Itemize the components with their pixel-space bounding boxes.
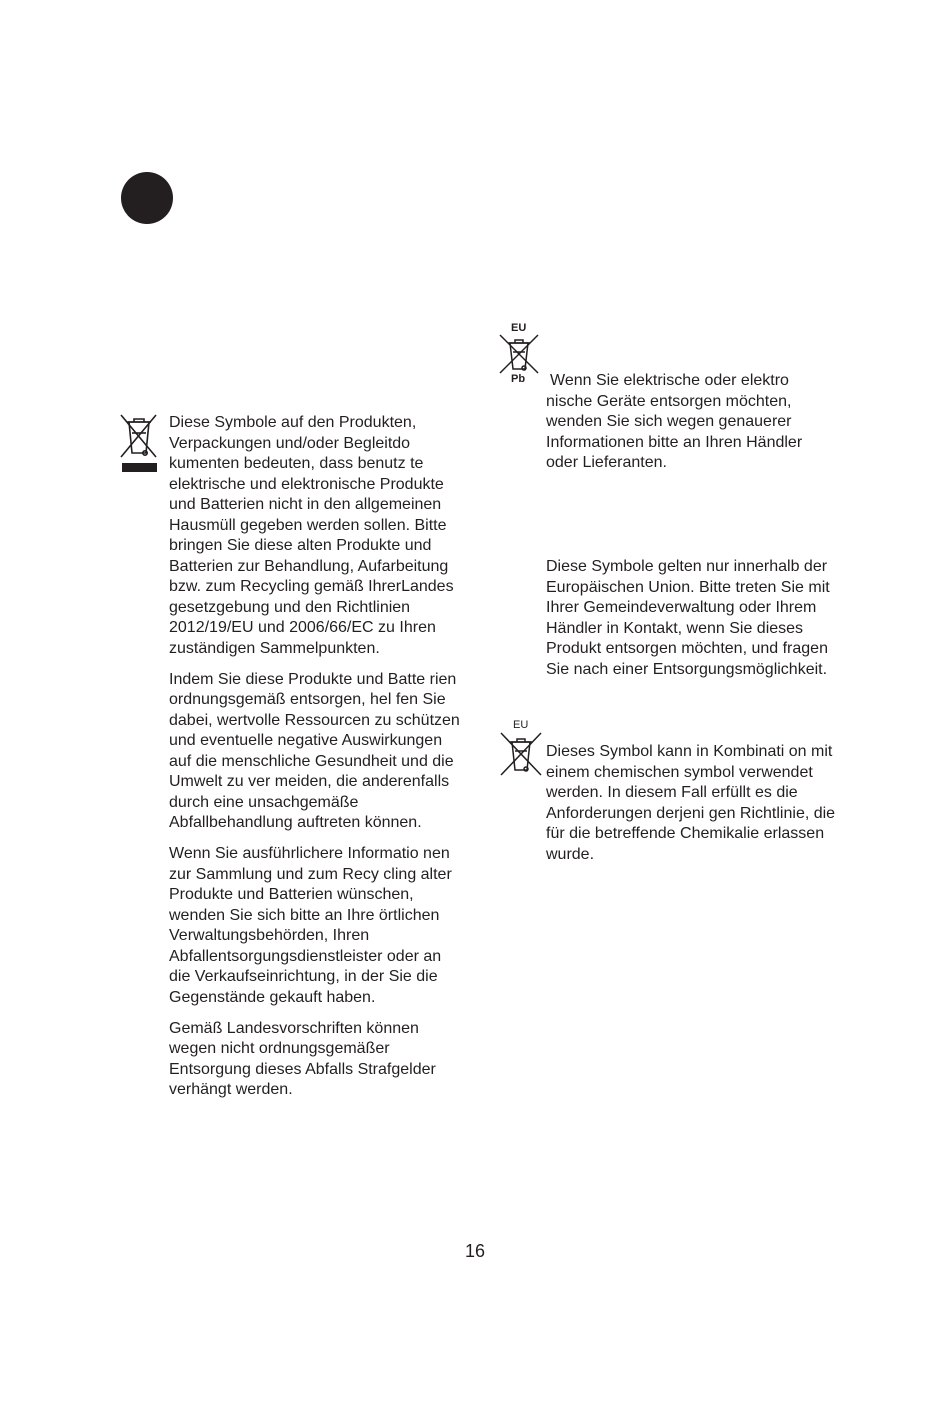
disposal-paragraph-penalties: Gemäß Landesvorschriften können wegen nicht ordnungsgemäßer Entsorgung dieses Abfalls Strafgelder verhängt werden.: [169, 1019, 436, 1098]
disposal-info-left-column: [169, 413, 461, 1101]
business-disposal-text: [546, 371, 836, 474]
eu-only-text: [546, 557, 836, 680]
disposal-paragraph-benefits: Indem Sie diese Produkte und Batte rien ordnungsgemäß entsorgen, hel fen Sie dabei, wertvolle Ressourcen zu schützen und eventuelle negative Auswirkungen auf die menschliche Gesundheit und die Umwelt zu ver meiden, die anderenfalls durch eine unsachgemäße Abfallbehandlung auftreten können.: [169, 670, 460, 831]
crossed-out-wheelie-bin-eu-pb-icon: [498, 333, 540, 375]
chemical-symbol-paragraph: Dieses Symbol kann in Kombinati on mit einem chemischen symbol verwendet werden. In diesem Fall erfüllt es die Anforderungen derjeni gen Richtlinie, die für die betreffende Chemikalie erlassen wurde.: [546, 743, 836, 863]
section-marker-dot: [121, 172, 173, 224]
eu-only-paragraph: Diese Symbole gelten nur innerhalb der Europäischen Union. Bitte treten Sie mit Ihrer Gemeindeverwaltung oder Ihrem Händler in Kontakt, wenn Sie dieses Produkt entsorgen möchten, und fragen Sie nach einer Entsorgungsmöglichkeit.: [546, 558, 830, 678]
disposal-paragraph-symbols: Diese Symbole auf den Produkten, Verpackungen und/oder Begleitdo kumenten bedeuten, dass benutz te elektrische und elektronische Produkte und Batterien nicht in den allgemeinen Hausmüll gegeben werden sollen. Bitte bringen Sie diese alten Produkte und Batterien zur Behandlung, Aufarbeitung bzw. zum Recycling gemäß IhrerLandes gesetzgebung und den Richtlinien 2012/19/EU und 2006/66/EC zu Ihren zuständigen Sammelpunkten.: [169, 414, 454, 657]
business-disposal-paragraph: Wenn Sie elektrische oder elektro nische Geräte entsorgen möchten, wenden Sie sich wegen genauerer Informationen bitte an Ihren Händler oder Lieferanten.: [546, 372, 803, 471]
disposal-paragraph-more-info: Wenn Sie ausführlichere Informatio nen zur Sammlung und zum Recy cling alter Produkte und Batterien wünschen, wenden Sie sich bitte an Ihre örtlichen Verwaltungsbehörden, Ihren Abfallentsorgungsdienstleister oder an die Verkaufseinrichtung, in der Sie die Gegenstände gekauft haben.: [169, 845, 452, 1006]
crossed-out-wheelie-bin-eu-icon: [499, 731, 543, 777]
eu-label: EU: [511, 322, 527, 334]
eu-label: EU: [513, 719, 529, 731]
chemical-symbol-text: [546, 742, 836, 865]
crossed-out-wheelie-bin-with-bar-icon: [118, 413, 160, 475]
page-number: 16: [464, 1241, 486, 1261]
pb-label: Pb: [511, 373, 526, 385]
